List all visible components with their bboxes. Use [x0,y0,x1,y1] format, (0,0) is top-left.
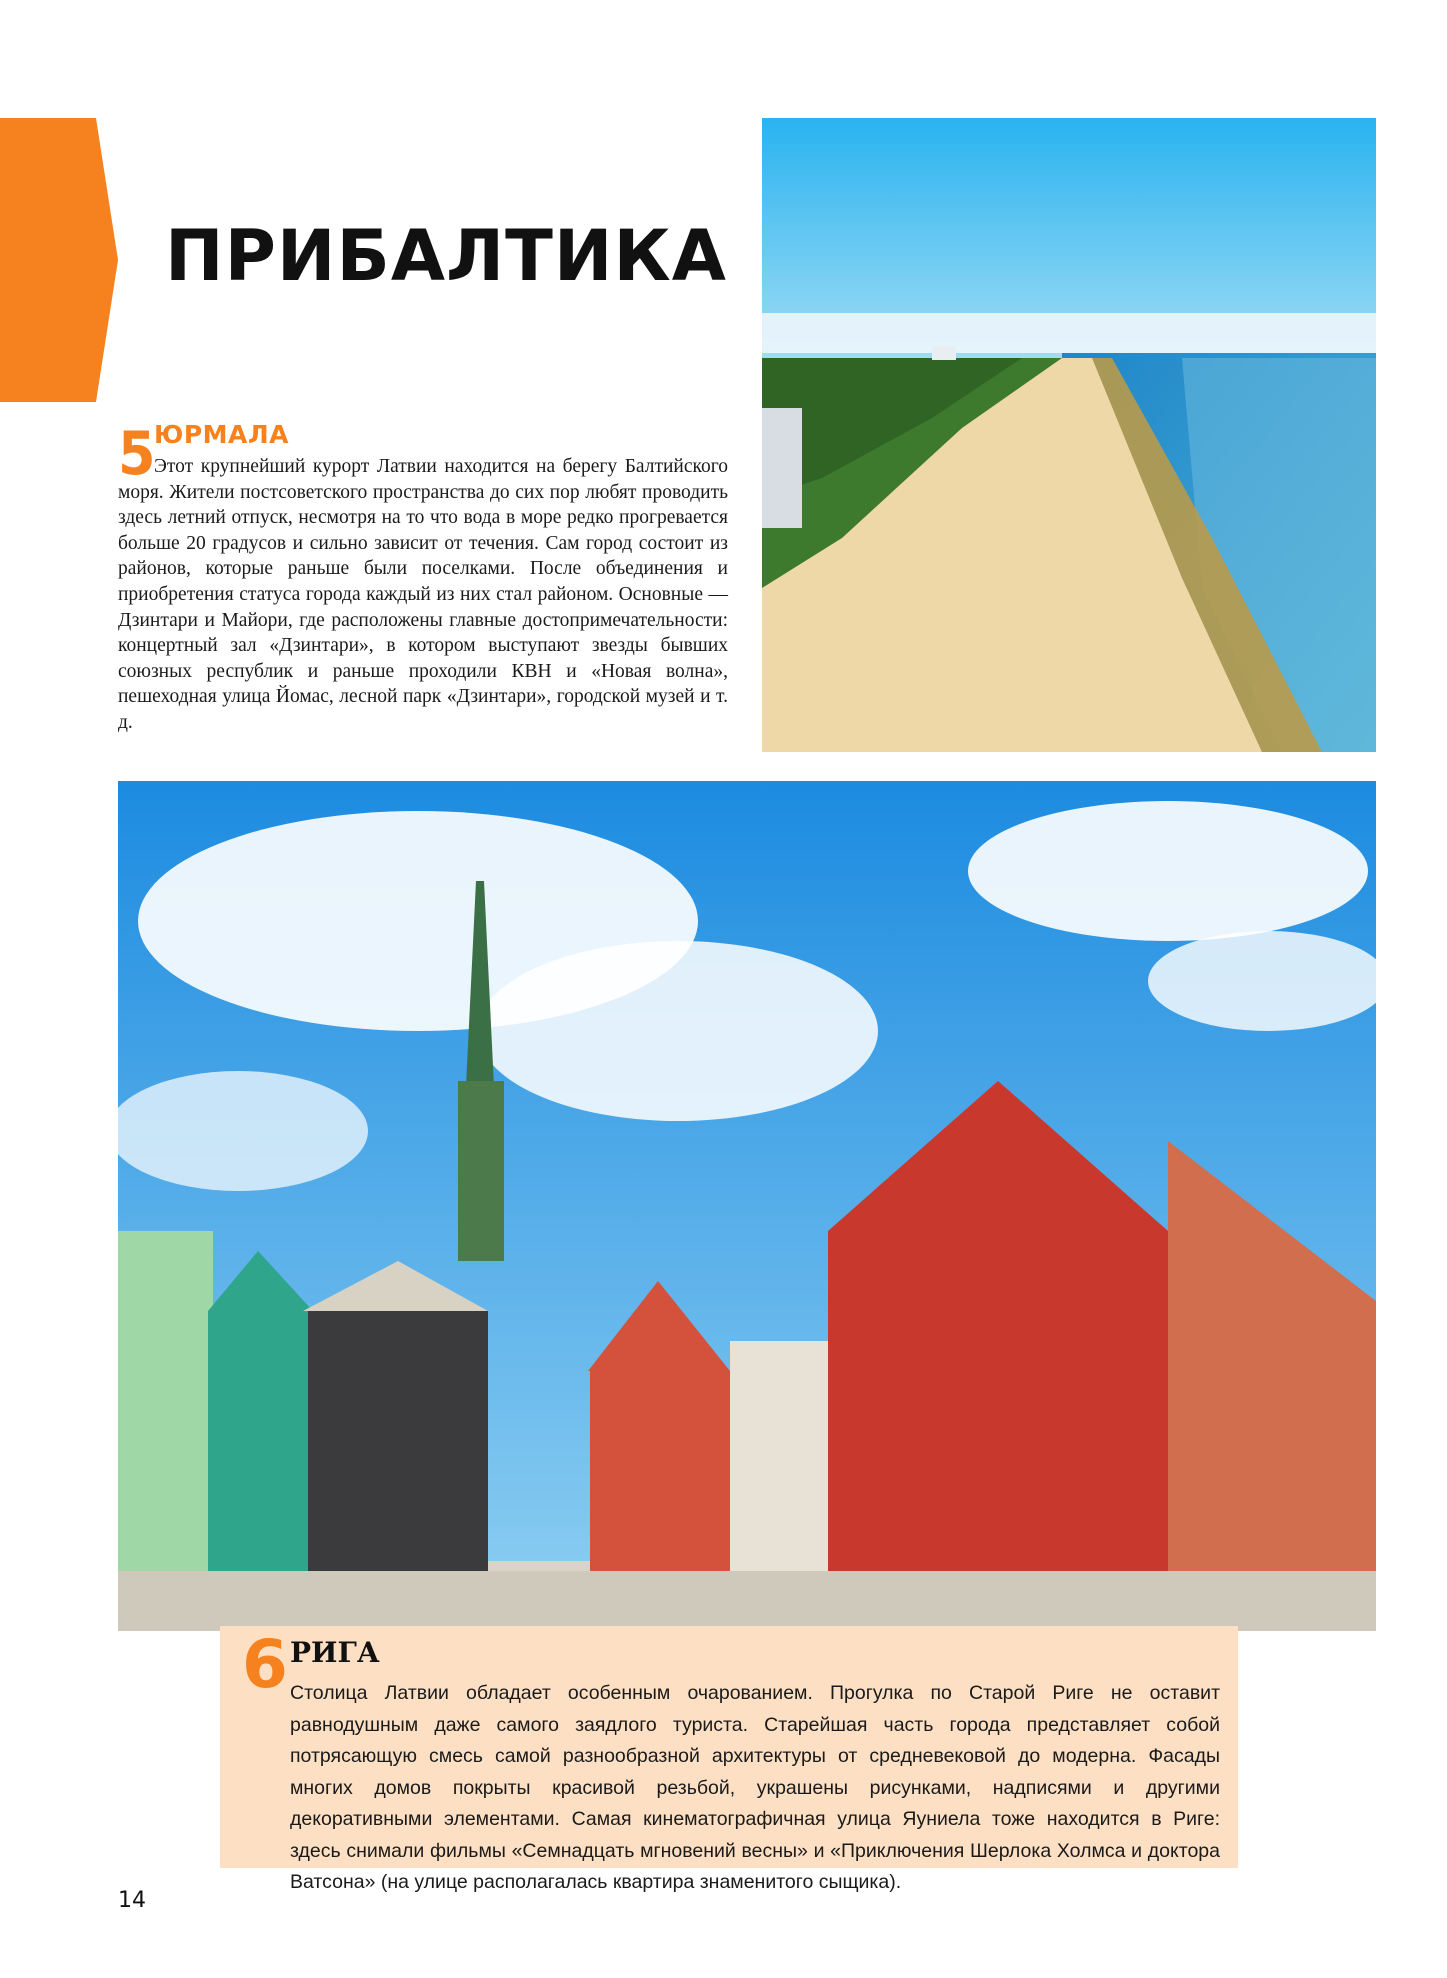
section-heading: ЮРМАЛА [154,420,290,449]
riga-square-photo [118,781,1376,1631]
chapter-tab [0,118,118,402]
page-title: ПРИБАЛТИКА [165,215,727,297]
section-number: 5 [118,419,156,489]
section-text: Этот крупнейший курорт Латвии находится на берегу Балтийского моря. Жители постсоветского пространства до сих пор любят проводить здесь летний отпуск, несмотря на то что вода в море редко прогревается больше 20 градусов и сильно зависит от течения. Сам город состоит из районов, которые раньше были поселками. После объединения и приобретения статуса города каждый из них стал районом. Основные — Дзинтари и Майори, где расположены главные достопримечательности: концертный зал «Дзинтари», в котором выступают звезды бывших союзных республик и раньше проходили КВН и «Новая волна», пешеходная улица Йомас, лесной парк «Дзинтари», городской музей и т. д. [118,456,728,733]
section-number: 6 [242,1626,288,1703]
section-heading: РИГА [290,1636,380,1669]
page-number: 14 [118,1888,146,1913]
jurmala-beach-photo [762,118,1376,752]
section-riga [220,1626,1238,1893]
section-text: Столица Латвии обладает особенным очарованием. Прогулка по Старой Риге не оставит равнодушным даже самого заядлого туриста. Старейшая часть города представляет собой потрясающую смесь самой разнообразной архитектуры от средневековой до модерна. Фасады многих домов покрыты красивой резьбой, украшены рисунками, надписями и другими декоративными элементами. Самая кинематографичная улица Яуниела тоже находится в Риге: здесь снимали фильмы «Семнадцать мгновений весны» и «Приключения Шерлока Холмса и доктора Ватсона» (на улице располагалась квартира знаменитого сыщика). [290,1682,1220,1893]
